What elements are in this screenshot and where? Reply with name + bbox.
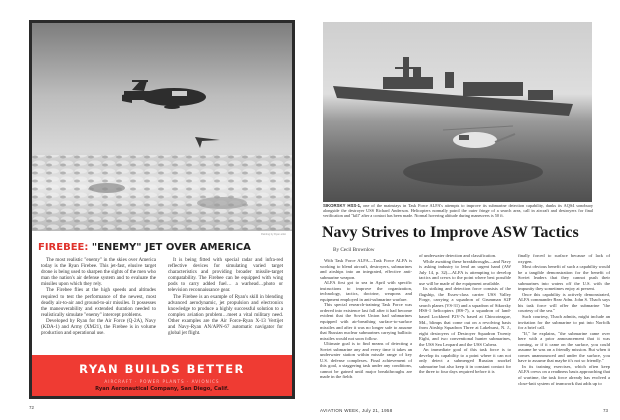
paragraph: finally forced to surface because of lack of oxygen. (518, 253, 610, 264)
chase-jet (195, 137, 220, 148)
paragraph: ALFA first got to sea in April with specific instructions to improve the organization, technology, tactics, doctrine, weapons and equipment employed in anti-submarine warfare. (320, 280, 412, 302)
page-number-left: 72 (29, 405, 35, 410)
ryan-firebee-ad (29, 20, 295, 399)
paragraph: An immediate goal of this task force is to develop its capability to a point where it can not only detect a submerged Russian snorkel submarine but also keep it in constant contact for the three to four days required before it is (419, 347, 511, 375)
page-number-right: 73 (603, 408, 609, 413)
paragraph: While awaiting these breakthroughs—and Navy is asking industry to lend an urgent hand (AW July 14, p. 32)—ALFA is attempting to develop tactics and crews to the point where best possible use will be made of the equipment available. (419, 258, 511, 286)
byline: By Cecil Brownlow (333, 247, 375, 253)
paragraph: It is being fitted with special radar and infra-red reflective devices for simulating varied target characteristics and providing broader missile-target compatability. The Firebee can be equipped with wing pods to carry added fuel… a warhead…photo or television reconnaissance gear. (168, 257, 283, 294)
firebee-photo (32, 23, 292, 231)
caption-text: one of the mainstays in Task Force ALFA's attempts to improve its submarine detection capability, dunks its AQS4 sonobuoy alongside the destroyer USS Richard Anderson. Helicopters normally patrol the outer fringe of a search area, call in aircraft and destroyers for final verification and "kill" after a contact has been made. Normal hovering altitude during maneuvers is 50 ft. (323, 203, 593, 218)
paragraph: With Task Force ALFA—Task Force ALFA is working to blend aircraft, destroyers, submarines and airships into an integrated, effective anti-submarine weapon. (320, 258, 412, 280)
paragraph: The Firebee is an example of Ryan's skill in blending advanced aerodynamic, jet propulsion and electronics knowledge to produce a highly successful solution to a complex aviation problem…meet a vital military need. Other examples are the Air Force-Ryan X-13 Vertijet and Navy-Ryan AN/APN-67 automatic navigator for global jet flight. (168, 293, 283, 337)
ad-column-2 (168, 257, 283, 336)
ad-column-1 (41, 257, 156, 336)
paragraph: Such courtesy, Thach admits, might include an invitation for the submarine to put into Norfolk for a brief call. (518, 314, 610, 331)
article-column-3 (518, 253, 610, 386)
article-headline: Navy Strives to Improve ASW Tactics (322, 224, 579, 241)
paragraph: "If," he explains, "the submarine came over here with a prior announcement that it was coming, or if it came on the surface, you could assume he was on a friendly mission. But when it comes unannounced and under the surface, you have to assume that maybe it's not so friendly." (518, 330, 610, 364)
ad-headline (38, 242, 288, 253)
banner-title: RYAN BUILDS BETTER (79, 362, 245, 376)
firebee-drone (122, 80, 206, 109)
paragraph: of underwater detection and classification. (419, 253, 497, 258)
paragraph: The most realistic "enemy" in the skies over America today is the Ryan Firebee. This jet-fast, elusive target drone is being used to sharpen the sights of the men who man the nation's air defense system and to evaluate the missiles upon which they rely. (41, 257, 156, 288)
destroyer-helicopter-photo (323, 22, 592, 202)
banner-company: Ryan Aeronautical Company, San Diego, Calif. (95, 386, 229, 392)
paragraph: The Firebee flies at the high speeds and altitudes required to test the performance of the newest, most deadly air-to-air and ground-to-air missiles. It possesses the maneuverability and extended duration needed to realistically simulate "enemy" intercept problems. (41, 287, 156, 318)
paragraph: Its striking and detection force consists of the flagship, the Essex-class carrier USS Valley Forge, carrying a squadron of Grumman S2F search planes (VS-31) and a squadron of Sikorsky HSS-1 helicopters (HS-7), a squadron of land-based Lockheed P2V-7s based at Chincoteague, Md., blimps that come out on a revolving basis from Airship Squadron Three at Lakehurst, N. J., eight destroyers of Destroyer Squadron Twenty Eight, and two conventional hunter submarines, the USS Sea Leopard and the USS Cubera. (419, 286, 511, 347)
article-column-1 (320, 258, 412, 380)
ryan-banner (32, 355, 292, 396)
ad-headline-firebee: FIREBEE: (38, 242, 89, 253)
caption-lead: SIKORSKY HSS-1, (323, 203, 362, 208)
paragraph: Once this capability is actively demonstrated, ALFA commander Rear Adm. John S. Thach says his task force will offer the submarine "the courtesy of the sea." (518, 291, 610, 314)
banner-subtitle: AIRCRAFT · POWER PLANTS · AVIONICS (104, 379, 220, 384)
paragraph: Most obvious benefit of such a capability would be a tangible demonstration for the benefit of Soviet leaders that they cannot push their submarines into waters off the U.S. with the impunity they sometimes enjoy at present. (518, 264, 610, 292)
magazine-footer: AVIATION WEEK, July 21, 1958 (320, 408, 393, 413)
paragraph: In its training exercises, which often keep ALFA crews on a readiness basis approaching that of wartime, the task force already has evolved a close-knit system of teamwork that adds up to (518, 363, 610, 386)
photo-caption (323, 203, 593, 218)
paragraph: This special research-training Task Force was ordered into existence last fall after it had become evident that the Soviet Union had submarines equipped with air-breathing surface-to-surface missiles and after it was no longer safe to assume that Russian nuclear submarines carrying ballistic missiles would not soon follow. (320, 302, 412, 341)
helicopter (443, 126, 515, 148)
photo-credit: Painting by Ryan artist (260, 233, 286, 236)
ad-headline-rest: "ENEMY" JET OVER AMERICA (88, 242, 251, 253)
paragraph: Ultimate goal is to find means of detecting a Soviet submarine any and every time it takes an underwater station within missile range of key U.S. defense complexes. Final achievement of this goal, a staggering task under any conditions, cannot be gained until major breakthroughs are made in the fields (320, 341, 412, 380)
article-column-2 (419, 253, 511, 375)
paragraph: Developed by Ryan for the Air Force (Q-2A), Navy (KDA-1) and Army (XM21), the Firebee is in volume production and operational use. (41, 317, 156, 337)
destroyer (333, 57, 573, 116)
